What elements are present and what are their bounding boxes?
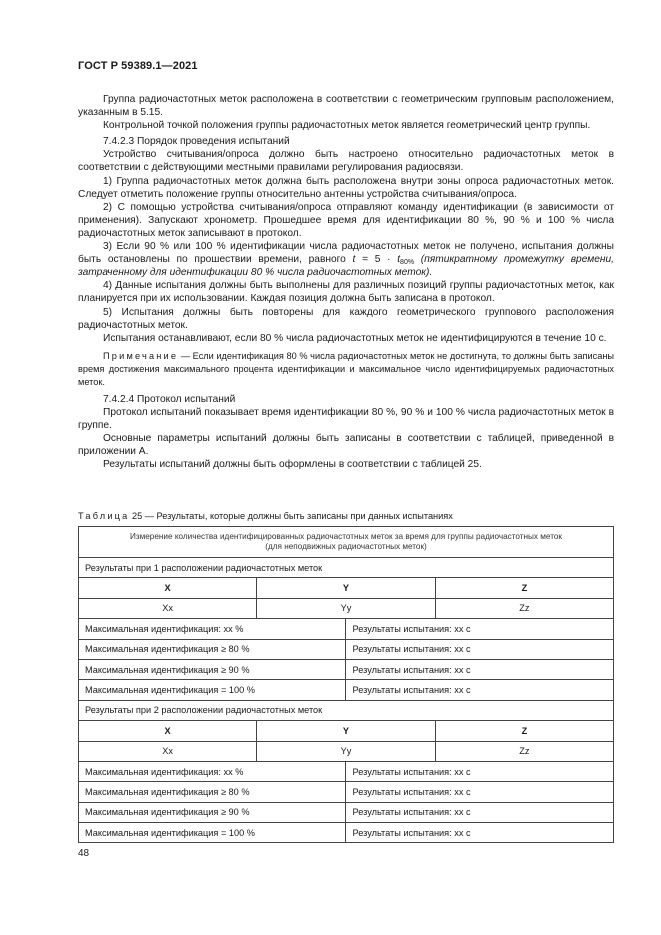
- table-row: [79, 823, 614, 843]
- list-item-italic-text: (пятикратному промежутку времени, затраченному для идентификации 80 % числа радиочастотных меток).: [78, 254, 614, 279]
- axis-cell: Y: [257, 721, 436, 741]
- table-cell: Результаты испытания: xx c: [346, 823, 614, 843]
- axis-cell: Y: [257, 578, 436, 598]
- axes-row: [79, 721, 614, 741]
- table-cell: Результаты испытания: xx c: [346, 619, 614, 639]
- note-label: Примечание: [103, 350, 179, 361]
- paragraph: Группа радиочастотных меток расположена в соответствии с геометрическим групповым расположением, указанным в 5.15.: [78, 94, 614, 119]
- axis-value-cell: Yy: [257, 741, 436, 761]
- results-table: [78, 526, 614, 843]
- section-title-row: [79, 700, 614, 720]
- table-cell: Максимальная идентификация ≥ 80 %: [79, 782, 346, 802]
- axis-cell: Z: [435, 578, 613, 598]
- table-cell: Максимальная идентификация ≥ 80 %: [79, 639, 346, 659]
- page-number: 48: [78, 848, 90, 859]
- table-cell: Результаты испытания: xx c: [346, 680, 614, 700]
- paragraph: Испытания останавливают, если 80 % числа радиочастотных меток не идентифицируются в течение 10 с.: [103, 332, 607, 344]
- section-title-cell: Результаты при 1 расположении радиочастотных меток: [79, 558, 614, 578]
- table-row: [79, 619, 614, 639]
- table-caption: [78, 511, 453, 521]
- table-cell: Максимальная идентификация = 100 %: [79, 823, 346, 843]
- table-cell: Результаты испытания: xx c: [346, 761, 614, 781]
- table-header-line: Измерение количества идентифицированных радиочастотных меток за время для группы радиочастотных меток: [129, 532, 563, 541]
- table-header-cell: [79, 527, 614, 558]
- table-row: [79, 659, 614, 679]
- section-title-row: [79, 558, 614, 578]
- section-heading: 7.4.2.3 Порядок проведения испытаний: [103, 136, 290, 148]
- list-item: 5) Испытания должны быть повторены для каждого геометрического группового расположения радиочастотных меток.: [78, 306, 614, 331]
- note-text: — Если идентификация 80 % числа радиочастотных меток не достигнута, то должны быть записаны время достижения максимального процента идентификации и максимальное число идентифицируемых радиочастотных меток.: [78, 350, 614, 387]
- table-cell: Максимальная идентификация ≥ 90 %: [79, 659, 346, 679]
- axis-value-cell: Xx: [79, 741, 257, 761]
- axis-value-cell: Zz: [435, 598, 613, 618]
- table-row: [79, 639, 614, 659]
- axis-values-row: [79, 598, 614, 618]
- section-heading: 7.4.2.4 Протокол испытаний: [103, 393, 236, 405]
- table-row: [79, 680, 614, 700]
- list-item-text: 3) Если 90 % или 100 % идентификации числа радиочастотных меток не получено, испытания должны быть остановлены по прошествии времени, равного: [78, 241, 614, 266]
- table-header-line: (для неподвижных радиочастотных меток): [265, 542, 427, 551]
- paragraph: Основные параметры испытаний должны быть записаны в соответствии с таблицей, приведенной в приложении А.: [78, 433, 614, 458]
- paragraph: Контрольной точкой положения группы радиочастотных меток является геометрический центр группы.: [103, 120, 591, 132]
- axis-values-row: [79, 741, 614, 761]
- table-header-row: [79, 527, 614, 558]
- axis-cell: X: [79, 721, 257, 741]
- axis-value-cell: Xx: [79, 598, 257, 618]
- axis-value-cell: Zz: [435, 741, 613, 761]
- paragraph: Результаты испытаний должны быть оформлены в соответствии с таблицей 25.: [103, 459, 482, 471]
- table-row: [79, 761, 614, 781]
- formula-variable: t: [397, 254, 401, 266]
- table-caption-text: 25 — Результаты, которые должны быть записаны при данных испытаниях: [129, 511, 453, 521]
- table-cell: Результаты испытания: xx c: [346, 802, 614, 822]
- note: [78, 350, 614, 389]
- list-item: 1) Группа радиочастотных меток должна быть расположена внутри зоны опроса радиочастотных меток. Следует отметить положение группы относительно антенны устройства считывания/опроса.: [78, 175, 614, 200]
- axis-value-cell: Yy: [257, 598, 436, 618]
- formula-subscript: 80%: [400, 259, 415, 267]
- list-item: 2) С помощью устройства считывания/опроса отправляют команду идентификации (в зависимости от применения). Запускают хронометр. Прошедшее время для идентификации 80 %, 90 % и 100 % числа радиочастотных меток записывают в протокол.: [78, 201, 614, 239]
- table-cell: Максимальная идентификация = 100 %: [79, 680, 346, 700]
- axis-cell: Z: [435, 721, 613, 741]
- table-row: [79, 802, 614, 822]
- table-cell: Максимальная идентификация: xx %: [79, 619, 346, 639]
- axis-cell: X: [79, 578, 257, 598]
- table-cell: Результаты испытания: xx c: [346, 659, 614, 679]
- body-text: [78, 93, 614, 471]
- paragraph: Протокол испытаний показывает время идентификации 80 %, 90 % и 100 % числа радиочастотных меток в группе.: [78, 406, 614, 431]
- table-cell: Результаты испытания: xx c: [346, 639, 614, 659]
- list-item: 4) Данные испытания должны быть выполнены для различных позиций группы радиочастотных меток, как планируется при их использовании. Каждая позиция должна быть записана в протокол.: [78, 280, 614, 305]
- document-header: ГОСТ Р 59389.1—2021: [78, 60, 198, 72]
- paragraph: Устройство считывания/опроса должно быть настроено относительно радиочастотных меток в соответствии с действующими местными правилами регулирования радиосвязи.: [78, 149, 614, 174]
- table-row: [79, 782, 614, 802]
- formula-operator: = 5 ·: [355, 254, 398, 266]
- table-cell: Максимальная идентификация: xx %: [79, 761, 346, 781]
- table-caption-label: Таблица: [78, 511, 130, 521]
- axes-row: [79, 578, 614, 598]
- table-cell: Результаты испытания: xx c: [346, 782, 614, 802]
- table-cell: Максимальная идентификация ≥ 90 %: [79, 802, 346, 822]
- list-item: [78, 240, 614, 279]
- formula-variable: t: [352, 254, 356, 266]
- section-title-cell: Результаты при 2 расположении радиочастотных меток: [79, 700, 614, 720]
